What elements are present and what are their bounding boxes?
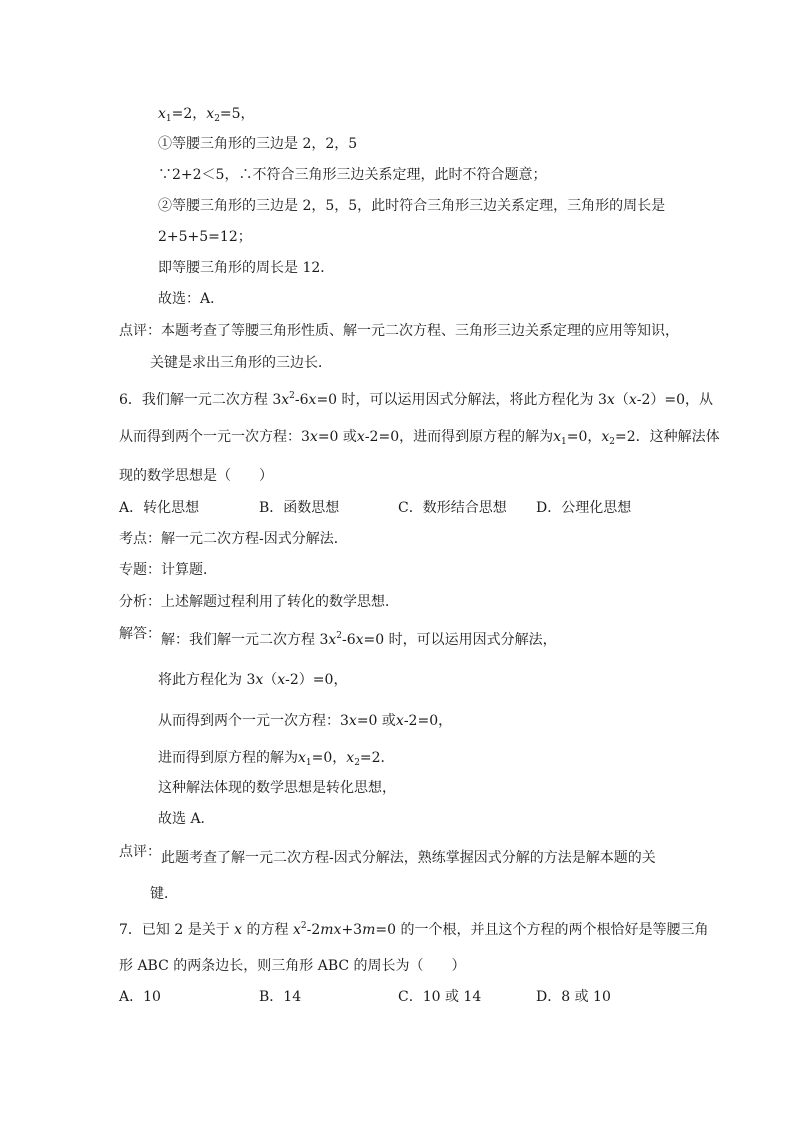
answer-line: 故选：A． bbox=[158, 291, 225, 307]
fenxi-text: 上述解题过程利用了转化的数学思想． bbox=[161, 594, 399, 610]
q6-jieda-label: 解答： bbox=[119, 626, 161, 642]
q7-option-a: A．10 bbox=[119, 989, 161, 1005]
q6-jieda-line-5: 这种解法体现的数学思想是转化思想， bbox=[158, 780, 396, 796]
q7-option-c: C．10 或 14 bbox=[398, 989, 482, 1005]
q7-option-d: D．8 或 10 bbox=[536, 989, 611, 1005]
case2-line-b: 2+5+5=12； bbox=[158, 229, 252, 245]
kaodian-text: 解一元二次方程-因式分解法． bbox=[161, 531, 348, 547]
q6-kaodian-line bbox=[119, 529, 348, 549]
q6-option-b: B．函数思想 bbox=[259, 500, 340, 516]
q7-stem-line-b: 形 ABC 的两条边长，则三角形 ABC 的周长为（ ） bbox=[119, 958, 466, 974]
q6-jieda-line-4: 进而得到原方程的解为$x_1=0$，$x_2=2$． bbox=[158, 750, 395, 768]
conclusion-line: 即等腰三角形的周长是 12． bbox=[158, 260, 335, 276]
case1-check-line: ∵2+2＜5，∴不符合三角形三边关系定理，此时不符合题意； bbox=[158, 167, 547, 183]
q6-dianping-line-b: 键． bbox=[150, 886, 178, 902]
q6-option-a: A．转化思想 bbox=[119, 500, 200, 516]
q6-jieda-line-6: 故选 A． bbox=[158, 811, 215, 827]
q6-stem-line-c: 现的数学思想是（ ） bbox=[119, 468, 273, 484]
case2-line-a: ②等腰三角形的三边是 2，5，5，此时符合三角形三边关系定理，三角形的周长是 bbox=[158, 198, 666, 214]
q7-stem-line-a: 7．已知 2 是关于 x 的方程 $x^2-2mx+3m=0$ 的一个根，并且这个方程的两个根恰好是等腰三角 bbox=[119, 921, 709, 938]
q6-stem-line-b: 从而得到两个一元一次方程：3x=0 或x-2=0，进而得到原方程的解为$x_1=0$，$x_2=2$．这种解法体 bbox=[119, 429, 720, 447]
comment-line-a: 本题考查了等腰三角形性质、解一元二次方程、三角形三边关系定理的应用等知识， bbox=[161, 323, 679, 339]
q7-option-b: B．14 bbox=[259, 989, 302, 1005]
q6-dianping-label: 点评： bbox=[119, 844, 161, 860]
fenxi-label: 分析： bbox=[119, 594, 161, 610]
q6-fenxi-line bbox=[119, 592, 399, 612]
q6-option-c: C．数形结合思想 bbox=[398, 500, 507, 516]
q6-stem-line-a: 6．我们解一元二次方程 $3x^2-6x=0$ 时，可以运用因式分解法，将此方程化为 3x（x-2）=0，从 bbox=[119, 391, 713, 408]
comment-label: 点评： bbox=[119, 323, 161, 339]
q6-zhuanti-line bbox=[119, 560, 217, 580]
q6-option-d: D．公理化思想 bbox=[536, 500, 632, 516]
roots-line: $x_1=2$，$x_2=5$， bbox=[158, 106, 255, 124]
comment-line-b: 关键是求出三角形的三边长． bbox=[150, 355, 332, 371]
q6-jieda-line-2: 将此方程化为 3x（x-2）=0， bbox=[158, 672, 348, 688]
case1-line: ①等腰三角形的三边是 2，2，5 bbox=[158, 136, 358, 152]
q6-jieda-line-1: 解：我们解一元二次方程 $3x^2-6x=0$ 时，可以运用因式分解法， bbox=[161, 631, 557, 648]
q6-dianping-line-a: 此题考查了解一元二次方程-因式分解法，熟练掌握因式分解的方法是解本题的关 bbox=[161, 850, 656, 866]
zhuanti-label: 专题： bbox=[119, 562, 161, 578]
zhuanti-text: 计算题． bbox=[161, 562, 217, 578]
q6-jieda-line-3: 从而得到两个一元一次方程：3x=0 或x-2=0， bbox=[158, 713, 453, 729]
kaodian-label: 考点： bbox=[119, 531, 161, 547]
